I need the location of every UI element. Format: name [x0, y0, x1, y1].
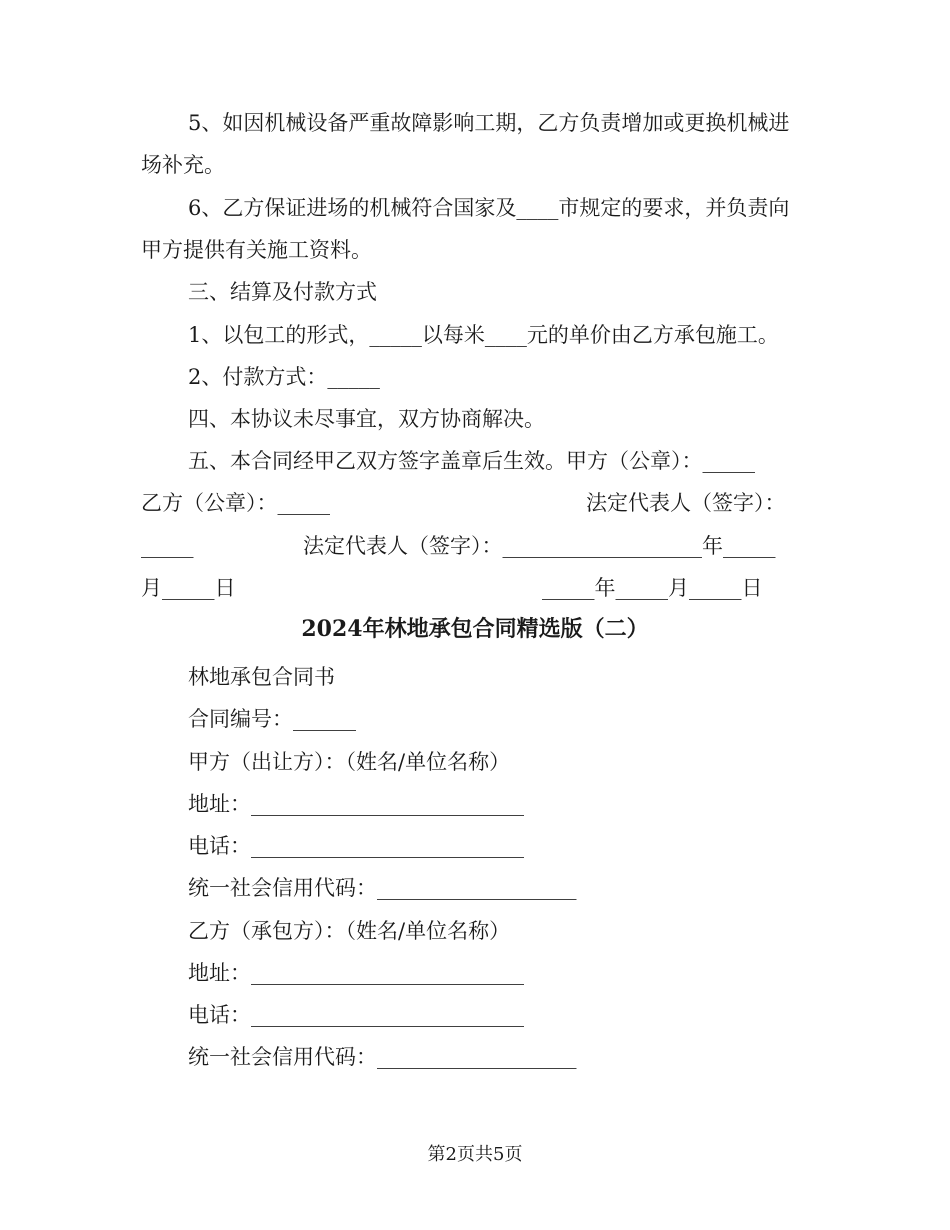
party-b-seal: 乙方（公章）：_____	[141, 491, 330, 515]
contract-number: 合同编号：______	[188, 707, 356, 731]
settlement-item-2: 2、付款方式：_____	[188, 365, 380, 389]
settlement-item-1: 1、以包工的形式，_____以每米____元的单价由乙方承包施工。	[188, 323, 779, 347]
heading-effectiveness: 五、本合同经甲乙双方签字盖章后生效。甲方（公章）：_____	[188, 449, 755, 473]
date-party-a: 月_____日	[141, 576, 236, 600]
party-a-representative: 法定代表人（签字）：	[586, 491, 786, 515]
page-number: 第2页共5页	[427, 1144, 523, 1165]
party-b-credit-code: 统一社会信用代码：___________________	[188, 1045, 577, 1069]
party-b-representative: 法定代表人（签字）：___________________年_____	[303, 534, 776, 558]
party-a-heading: 甲方（出让方）：（姓名/单位名称）	[188, 750, 511, 774]
clause-5-line-1: 5、如因机械设备严重故障影响工期，乙方负责增加或更换机械进	[188, 111, 790, 135]
party-a-phone: 电话：__________________________	[188, 834, 524, 858]
clause-6-line-1: 6、乙方保证进场的机械符合国家及____市规定的要求，并负责向	[188, 196, 790, 220]
party-b-phone: 电话：__________________________	[188, 1003, 524, 1027]
contract-name: 林地承包合同书	[188, 665, 335, 689]
party-a-address: 地址：__________________________	[188, 792, 524, 816]
clause-6-line-2: 甲方提供有关施工资料。	[141, 238, 372, 262]
party-a-credit-code: 统一社会信用代码：___________________	[188, 876, 577, 900]
date-party-b: _____年_____月_____日	[542, 576, 763, 600]
party-b-heading: 乙方（承包方）：（姓名/单位名称）	[188, 919, 511, 943]
document-title: 2024年林地承包合同精选版（二）	[301, 616, 649, 642]
heading-settlement: 三、结算及付款方式	[188, 280, 377, 304]
heading-unresolved-matters: 四、本协议未尽事宜，双方协商解决。	[188, 407, 545, 431]
party-b-address: 地址：__________________________	[188, 961, 524, 985]
party-a-rep-blank: _____	[141, 534, 194, 558]
clause-5-line-2: 场补充。	[141, 153, 225, 177]
